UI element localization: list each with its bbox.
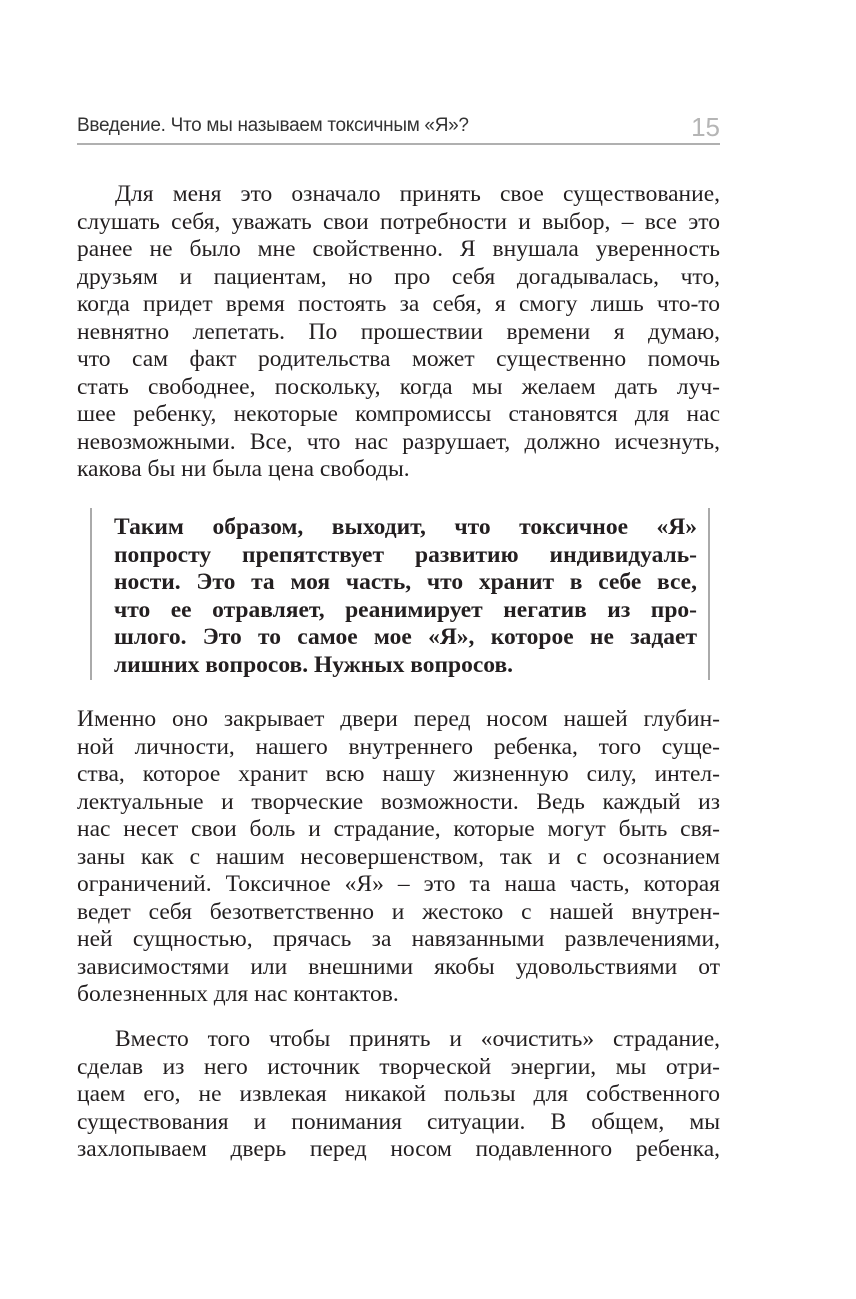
text-line: Таким образом, выходит, что токсичное «Я» xyxy=(114,514,697,540)
pull-quote-text xyxy=(114,514,697,679)
text-line: слушать себя, уважать свои потребности и выбор, – все это xyxy=(77,208,720,235)
paragraph-1 xyxy=(77,181,720,484)
text-line: что ее отравляет, реанимирует негатив из про- xyxy=(114,596,697,623)
pull-quote xyxy=(90,508,710,680)
text-line: шлого. Это то самое мое «Я», которое не задает xyxy=(114,624,697,650)
header-rule xyxy=(77,143,720,145)
text-line: лишних вопросов. Нужных вопросов. xyxy=(114,651,514,678)
text-line: зависимостями или внешними якобы удовольствиями от xyxy=(77,953,720,980)
text-line: попросту препятствует развитию индивидуаль- xyxy=(114,541,697,568)
text-line: ограничений. Токсичное «Я» – это та наша часть, которая xyxy=(77,871,720,897)
text-line: ведет себя безответственно и жестоко с нашей внутрен- xyxy=(77,898,720,925)
text-line: стать свободнее, поскольку, когда мы желаем дать луч- xyxy=(77,373,720,400)
text-line: Именно оно закрывает двери перед носом нашей глубин- xyxy=(77,706,720,732)
chapter-title: Введение. Что мы называем токсичным «Я»? xyxy=(77,115,469,136)
text-line: невнятно лепетать. По прошествии времени я думаю, xyxy=(77,318,720,345)
text-line: Вместо того чтобы принять и «очистить» страдание, xyxy=(115,1026,720,1052)
text-line: существования и понимания ситуации. В общем, мы xyxy=(77,1108,720,1135)
text-line: какова бы ни была цена свободы. xyxy=(77,456,410,482)
text-line: лектуальные и творческие возможности. Ведь каждый из xyxy=(77,788,720,815)
text-line: когда придет время постоять за себя, я смогу лишь что-то xyxy=(77,291,720,317)
text-line: заны как с нашим несовершенством, так и с осознанием xyxy=(77,843,720,870)
text-line: цаем его, не извлекая никакой пользы для собственного xyxy=(77,1081,720,1107)
paragraph-3 xyxy=(77,1026,720,1164)
text-line: ранее не было мне свойственно. Я внушала уверенность xyxy=(77,236,720,262)
text-line: нас несет свои боль и страдание, которые могут быть свя- xyxy=(77,816,720,842)
page-number: 15 xyxy=(691,112,720,142)
text-line: болезненных для нас контактов. xyxy=(77,981,399,1007)
text-line: невозможными. Все, что нас разрушает, должно исчезнуть, xyxy=(77,428,720,455)
text-line: ной личности, нашего внутреннего ребенка, того суще- xyxy=(77,733,720,760)
running-header xyxy=(77,112,720,144)
text-line: шее ребенку, некоторые компромиссы становятся для нас xyxy=(77,401,720,427)
text-line: ней сущностью, прячась за навязанными развлечениями, xyxy=(77,926,720,952)
text-line: Для меня это означало принять свое существование, xyxy=(115,181,720,207)
text-line: ства, которое хранит всю нашу жизненную силу, интел- xyxy=(77,761,720,787)
text-line: ности. Это та моя часть, что хранит в себе все, xyxy=(114,569,697,595)
text-line: друзьям и пациентам, но про себя догадывалась, что, xyxy=(77,263,720,290)
text-line: захлопываем дверь перед носом подавленного ребенка, xyxy=(77,1136,720,1162)
text-line: сделав из него источник творческой энергии, мы отри- xyxy=(77,1053,720,1080)
paragraph-2 xyxy=(77,706,720,1009)
text-line: что сам факт родительства может существенно помочь xyxy=(77,346,720,372)
